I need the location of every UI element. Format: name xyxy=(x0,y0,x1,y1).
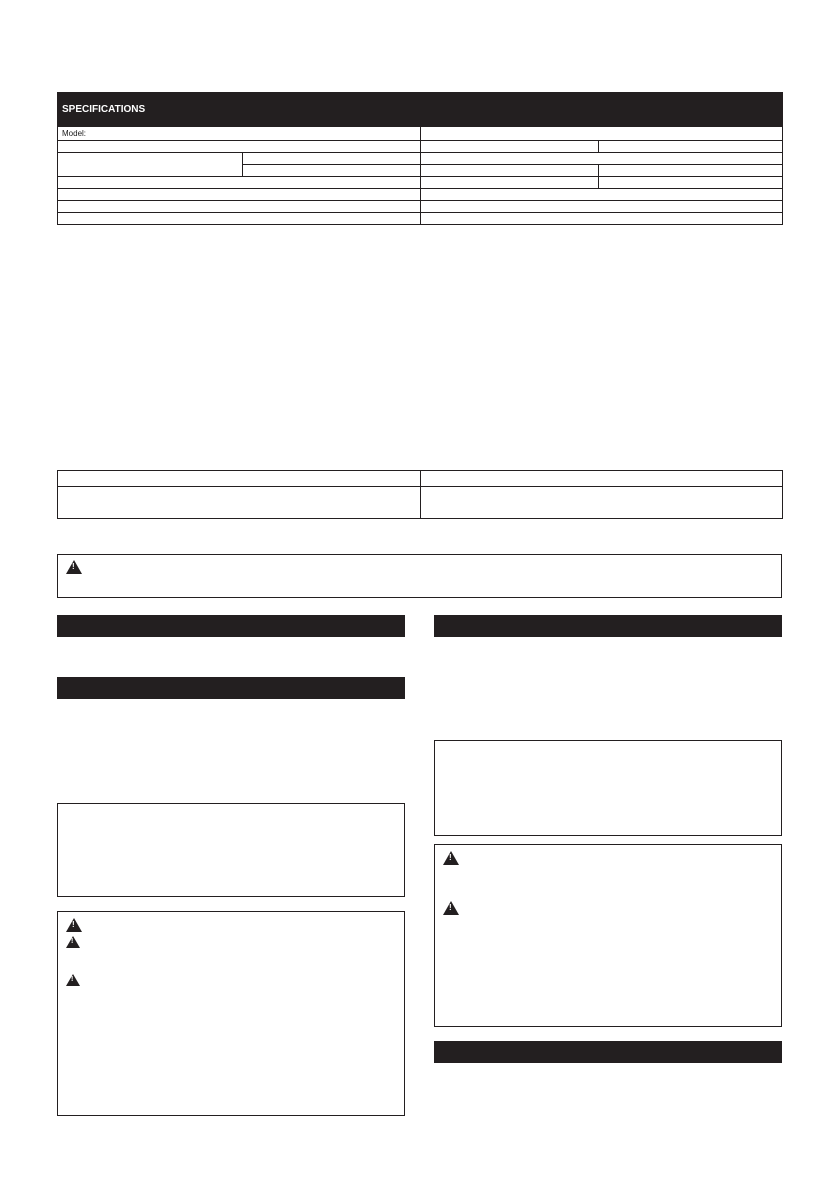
table-row xyxy=(58,471,783,487)
warning-strip xyxy=(57,554,782,598)
spec-cell xyxy=(421,201,783,213)
warning-triangle-icon xyxy=(66,974,80,986)
spec-cell xyxy=(58,213,421,225)
spec-cell xyxy=(599,165,783,177)
table-title: SPECIFICATIONS xyxy=(58,93,783,127)
table-row xyxy=(58,153,783,165)
mini-cell xyxy=(58,487,421,519)
spec-cell xyxy=(421,153,783,165)
spec-cell xyxy=(58,153,243,177)
spec-cell xyxy=(58,201,421,213)
table-row xyxy=(58,189,783,201)
table-row xyxy=(58,487,783,519)
spec-cell xyxy=(421,165,599,177)
spec-cell xyxy=(58,189,421,201)
table-row xyxy=(58,201,783,213)
warning-triangle-icon xyxy=(66,918,82,932)
spec-cell xyxy=(421,177,599,189)
right-warning-box xyxy=(434,844,782,1027)
secondary-table xyxy=(57,470,783,519)
table-title-row xyxy=(58,93,783,127)
spec-cell xyxy=(599,177,783,189)
spec-cell: Model: xyxy=(58,127,421,141)
spec-cell xyxy=(599,141,783,153)
spec-cell xyxy=(421,141,599,153)
spec-cell xyxy=(243,165,421,177)
left-note-box xyxy=(57,803,405,897)
section-heading-right-primary xyxy=(434,615,782,637)
spec-cell xyxy=(243,153,421,165)
specifications-table xyxy=(57,92,783,225)
spec-cell xyxy=(421,127,783,141)
warning-triangle-icon xyxy=(443,851,459,865)
spec-cell xyxy=(58,141,421,153)
table-row xyxy=(58,141,783,153)
section-heading-left-secondary xyxy=(57,677,405,699)
warning-triangle-icon xyxy=(66,936,80,948)
right-note-box xyxy=(434,740,782,836)
warning-triangle-icon xyxy=(443,901,459,915)
table-row xyxy=(58,127,783,141)
table-row xyxy=(58,177,783,189)
warning-triangle-icon xyxy=(66,560,82,574)
spec-cell xyxy=(58,177,421,189)
mini-cell xyxy=(58,471,421,487)
spec-cell xyxy=(421,213,783,225)
section-heading-right-bottom xyxy=(434,1041,782,1063)
mini-cell xyxy=(421,487,783,519)
mini-cell xyxy=(421,471,783,487)
left-warning-box xyxy=(57,911,405,1116)
table-row xyxy=(58,213,783,225)
spec-cell xyxy=(421,189,783,201)
section-heading-left-primary xyxy=(57,615,405,637)
